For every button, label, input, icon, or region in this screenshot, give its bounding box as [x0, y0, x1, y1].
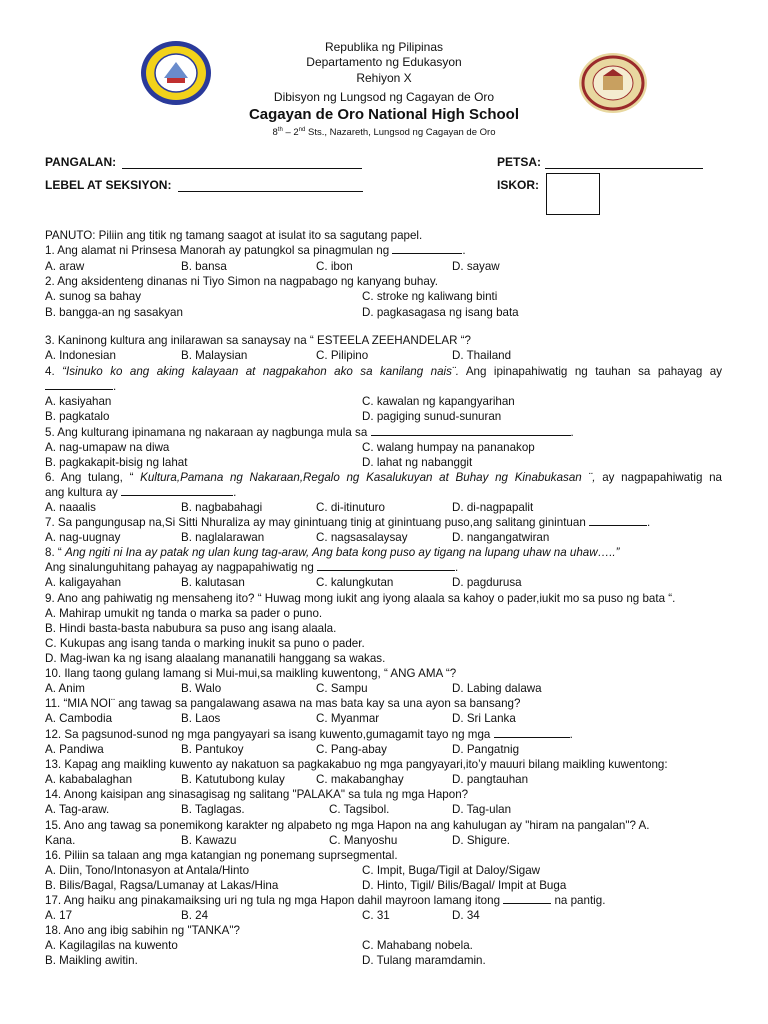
question-16: 16. Piliin sa talaan ang mga katangian ng ponemang suprsegmental. — [45, 849, 398, 862]
q18-option-a[interactable]: A. Kagilagilas na kuwento — [45, 939, 178, 952]
q8-option-b[interactable]: B. kalutasan — [181, 576, 245, 589]
q16-option-b[interactable]: B. Bilis/Bagal, Ragsa/Lumanay at Lakas/Hina — [45, 879, 279, 892]
q12-option-c[interactable]: C. Pang-abay — [316, 743, 387, 756]
q10-option-b[interactable]: B. Walo — [181, 682, 222, 695]
q11-option-d[interactable]: D. Sri Lanka — [452, 712, 516, 725]
q1-option-a[interactable]: A. araw — [45, 260, 85, 273]
question-5: 5. Ang kulturang ipinamana ng nakaraan ay nagbunga mula sa . — [45, 426, 574, 439]
question-14: 14. Anong kaisipan ang sinasagisag ng salitang "PALAKA" sa tula ng mga Hapon? — [45, 788, 469, 801]
question-10: 10. Ilang taong gulang lamang si Mui-mui,sa maikling kuwentong, “ ANG AMA “? — [45, 667, 457, 680]
q18-option-b[interactable]: B. Maikling awitin. — [45, 954, 138, 967]
q14-option-c[interactable]: C. Tagsibol. — [329, 803, 390, 816]
q3-option-d[interactable]: D. Thailand — [452, 349, 512, 362]
q4-option-b[interactable]: B. pagkatalo — [45, 410, 110, 423]
q10-option-c[interactable]: C. Sampu — [316, 682, 368, 695]
q8-option-c[interactable]: C. kalungkutan — [316, 576, 394, 589]
q6-option-c[interactable]: C. di-itinuturo — [316, 501, 385, 514]
q16-option-c[interactable]: C. Impit, Buga/Tigil at Daloy/Sigaw — [362, 864, 541, 877]
q14-option-b[interactable]: B. Taglagas. — [181, 803, 245, 816]
school-name: Cagayan de Oro National High School — [248, 106, 520, 123]
school-address: 8th – 2nd Sts., Nazareth, Lungsod ng Cagayan de Oro — [272, 127, 496, 139]
q13-option-c[interactable]: C. makabanghay — [316, 773, 404, 786]
q9-option-d[interactable]: D. Mag-iwan ka ng isang alaalang mananatili hanggang sa wakas. — [45, 652, 386, 665]
q1-option-b[interactable]: B. bansa — [181, 260, 227, 273]
question-7: 7. Sa pangungusap na,Si Sitti Nhuraliza ay may ginintuang tinig at ginintuang puso,ang salitang ginintuan . — [45, 516, 651, 529]
q14-option-a[interactable]: A. Tag-araw. — [45, 803, 110, 816]
q12-option-b[interactable]: B. Pantukoy — [181, 743, 244, 756]
question-15: 15. Ano ang tawag sa ponemikong karakter ng alpabeto ng mga Hapon na ang kahulugan ay "hiram na pangalan"? A. — [45, 819, 650, 832]
q15-option-c[interactable]: C. Manyoshu — [329, 834, 398, 847]
q16-option-d[interactable]: D. Hinto, Tigil/ Bilis/Bagal/ Impit at Buga — [362, 879, 567, 892]
question-6: 6. Ang tulang, “ Kultura,Pamana ng Nakaraan,Regalo ng Kasalukuyan at Buhay ng Kinabukasan ¨, ay nagpapahiwatig na — [45, 471, 722, 484]
q13-option-a[interactable]: A. kababalaghan — [45, 773, 133, 786]
header-division: Dibisyon ng Lungsod ng Cagayan de Oro — [273, 90, 495, 104]
q7-option-d[interactable]: D. nangangatwiran — [452, 531, 550, 544]
q2-option-c[interactable]: C. stroke ng kaliwang binti — [362, 290, 498, 303]
q7-option-c[interactable]: C. nagsasalaysay — [316, 531, 408, 544]
q5-option-b[interactable]: B. pagkakapit-bisig ng lahat — [45, 456, 188, 469]
q1-option-d[interactable]: D. sayaw — [452, 260, 500, 273]
q5-option-d[interactable]: D. lahat ng nabanggit — [362, 456, 473, 469]
q9-option-c[interactable]: C. Kukupas ang isang tanda o marking inukit sa puno o pader. — [45, 637, 365, 650]
q11-option-a[interactable]: A. Cambodia — [45, 712, 113, 725]
q5-option-c[interactable]: C. walang humpay na pananakop — [362, 441, 535, 454]
q6-option-d[interactable]: D. di-nagpapalit — [452, 501, 534, 514]
q9-option-b[interactable]: B. Hindi basta-basta nabubura sa puso ang isang alaala. — [45, 622, 337, 635]
q7-option-a[interactable]: A. nag-uugnay — [45, 531, 121, 544]
petsa-label: PETSA: — [497, 155, 542, 169]
q2-option-d[interactable]: D. pagkasagasa ng isang bata — [362, 306, 519, 319]
question-12: 12. Sa pagsunod-sunod ng mga pangyayari sa isang kuwento,gumagamit tayo ng mga . — [45, 728, 573, 741]
q7-option-b[interactable]: B. naglalarawan — [181, 531, 265, 544]
question-17: 17. Ang haiku ang pinakamaiksing uri ng tula ng mga Hapon dahil mayroon lamang itong na pantig. — [45, 894, 606, 907]
question-9: 9. Ano ang pahiwatig ng mensaheng ito? “ Huwag mong iukit ang iyong alaala sa kahoy o pader,iukit mo sa puso ng bata “. — [45, 592, 676, 605]
question-2: 2. Ang aksidenteng dinanas ni Tiyo Simon na nagpabago ng kanyang buhay. — [45, 275, 438, 288]
q16-option-a[interactable]: A. Diin, Tono/Intonasyon at Antala/Hinto — [45, 864, 250, 877]
q3-option-b[interactable]: B. Malaysian — [181, 349, 248, 362]
q5-option-a[interactable]: A. nag-umapaw na diwa — [45, 441, 170, 454]
q8-option-d[interactable]: D. pagdurusa — [452, 576, 522, 589]
question-4: 4. “Isinuko ko ang aking kalayaan at nagpakahon ako sa kanilang nais¨. Ang ipinapahiwatig ng tauhan sa pahayag ay — [45, 365, 722, 378]
q13-option-b[interactable]: B. Katutubong kulay — [181, 773, 285, 786]
lebel-field[interactable] — [178, 191, 363, 192]
q1-option-c[interactable]: C. ibon — [316, 260, 353, 273]
question-11: 11. “MIA NOI¨ ang tawag sa pangalawang asawa na mas bata kay sa una ayon sa bansang? — [45, 697, 521, 710]
q10-option-d[interactable]: D. Labing dalawa — [452, 682, 542, 695]
question-8-line2: Ang sinalunguhitang pahayag ay nagpapahiwatig ng . — [45, 561, 459, 574]
question-18: 18. Ano ang ibig sabihin ng "TANKA"? — [45, 924, 240, 937]
q4-option-a[interactable]: A. kasiyahan — [45, 395, 112, 408]
question-4-blank: . — [45, 379, 116, 394]
panuto: PANUTO: Piliin ang titik ng tamang saagot at isulat ito sa sagutang papel. — [45, 229, 423, 242]
q12-option-a[interactable]: A. Pandiwa — [45, 743, 104, 756]
q11-option-c[interactable]: C. Myanmar — [316, 712, 380, 725]
q17-option-c[interactable]: C. 31 — [362, 909, 390, 922]
iskor-label: ISKOR: — [497, 178, 539, 192]
question-1: 1. Ang alamat ni Prinsesa Manorah ay patungkol sa pinagmulan ng . — [45, 244, 466, 257]
q17-option-b[interactable]: B. 24 — [181, 909, 209, 922]
q4-option-d[interactable]: D. pagiging sunud-sunuran — [362, 410, 502, 423]
q3-option-a[interactable]: A. Indonesian — [45, 349, 116, 362]
petsa-field[interactable] — [545, 168, 703, 169]
question-8: 8. “ Ang ngiti ni Ina ay patak ng ulan kung tag-araw, Ang bata kong puso ay tigang na lupang uhaw na uhaw…..” — [45, 546, 620, 559]
q15-option-b[interactable]: B. Kawazu — [181, 834, 237, 847]
question-13: 13. Kapag ang maikling kuwento ay nakatuon sa pagkakabuo ng mga pangyayari,ito’y mauuri bilang maikling kuwentong: — [45, 758, 668, 771]
q13-option-d[interactable]: D. pangtauhan — [452, 773, 529, 786]
q15-option-d[interactable]: D. Shigure. — [452, 834, 510, 847]
q17-option-d[interactable]: D. 34 — [452, 909, 480, 922]
question-3: 3. Kaninong kultura ang inilarawan sa sanaysay na “ ESTEELA ZEEHANDELAR “? — [45, 334, 471, 347]
pangalan-label: PANGALAN: — [45, 155, 117, 169]
header-republic: Republika ng Pilipinas — [324, 40, 444, 54]
q2-option-a[interactable]: A. sunog sa bahay — [45, 290, 142, 303]
q10-option-a[interactable]: A. Anim — [45, 682, 85, 695]
q18-option-d[interactable]: D. Tulang maramdamin. — [362, 954, 486, 967]
q15-option-a[interactable]: Kana. — [45, 834, 76, 847]
q12-option-d[interactable]: D. Pangatnig — [452, 743, 520, 756]
q8-option-a[interactable]: A. kaligayahan — [45, 576, 122, 589]
iskor-box[interactable] — [546, 173, 600, 215]
q17-option-a[interactable]: A. 17 — [45, 909, 73, 922]
q3-option-c[interactable]: C. Pilipino — [316, 349, 369, 362]
question-6-line2: ang kultura ay . — [45, 486, 237, 499]
q4-option-c[interactable]: C. kawalan ng kapangyarihan — [362, 395, 515, 408]
lebel-label: LEBEL AT SEKSIYON: — [45, 178, 172, 192]
header-department: Departamento ng Edukasyon — [306, 55, 462, 69]
q6-option-b[interactable]: B. nagbabahagi — [181, 501, 263, 514]
q9-option-a[interactable]: A. Mahirap umukit ng tanda o marka sa pader o puno. — [45, 607, 323, 620]
q18-option-c[interactable]: C. Mahabang nobela. — [362, 939, 473, 952]
q11-option-b[interactable]: B. Laos — [181, 712, 221, 725]
pangalan-field[interactable] — [122, 168, 362, 169]
q2-option-b[interactable]: B. bangga-an ng sasakyan — [45, 306, 183, 319]
header-region: Rehiyon X — [356, 71, 412, 85]
q6-option-a[interactable]: A. naaalis — [45, 501, 96, 514]
q14-option-d[interactable]: D. Tag-ulan — [452, 803, 512, 816]
